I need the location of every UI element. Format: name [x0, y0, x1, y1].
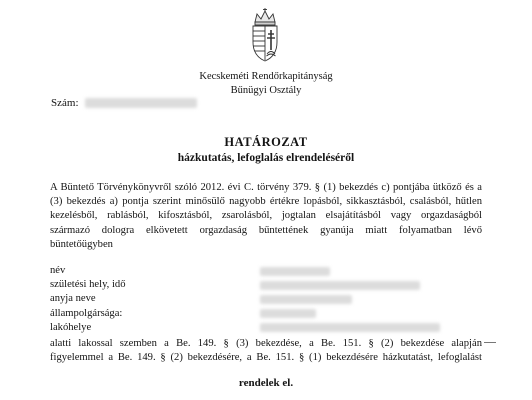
paragraph-line: A Büntető Törvénykönyvről szóló 2012. évi C. törvény 379. § (1) bekezdés c) pontjába ütköző és a	[50, 182, 482, 193]
redacted-value	[260, 281, 420, 290]
field-row	[50, 264, 440, 278]
paragraph-line: kezelésből, rablásból, kifosztásból, zsarolásból, jogtalan elsajátításból vagy orgazdaságból	[50, 210, 482, 222]
department-name: Bűnügyi Osztály	[230, 85, 302, 96]
field-label: lakóhelye	[50, 321, 92, 333]
paragraph-line: figyelemmel a Be. 149. § (2) bekezdésére, a Be. 151. § (1) bekezdésére házkutatást, lefoglalást	[50, 352, 482, 364]
field-row	[50, 307, 440, 321]
intro-paragraph	[50, 181, 482, 252]
document-title: HATÁROZAT	[224, 135, 308, 149]
decision-verdict: rendelek el.	[238, 377, 294, 389]
personal-data-fields	[50, 264, 440, 335]
document-subtitle: házkutatás, lefoglalás elrendeléséről	[177, 152, 355, 164]
paragraph-line: származó dologra elkövetett orgazdaság bűntettének gyanúja miatt folyamatban lévő	[50, 224, 482, 236]
field-label: anyja neve	[50, 293, 96, 305]
authority-name: Kecskeméti Rendőrkapitányság	[199, 71, 333, 82]
redacted-case-number	[85, 98, 197, 108]
field-label: állampolgársága:	[50, 307, 123, 319]
redacted-value	[260, 295, 352, 304]
case-number-label: Szám:	[51, 97, 79, 109]
redacted-value	[260, 267, 330, 276]
redacted-value	[260, 323, 440, 332]
paragraph-line: büntetőügyben	[50, 238, 113, 250]
field-row	[50, 278, 440, 292]
hungarian-coat-of-arms-icon	[236, 6, 294, 64]
redacted-value	[260, 309, 316, 318]
paragraph-line: (3) bekezdés a) pontja szerint minősülő nagyobb értékre lopásból, sikkasztásból, csalásból, hűtlen	[50, 196, 482, 208]
field-row	[50, 321, 440, 335]
case-number	[51, 96, 197, 110]
field-row	[50, 292, 440, 306]
field-label: név	[50, 265, 66, 276]
trailing-dash	[484, 342, 496, 343]
decision-paragraph	[50, 337, 482, 365]
field-label: születési hely, idő	[50, 279, 126, 291]
paragraph-line: alatti lakossal szemben a Be. 149. § (3) bekezdése, a Be. 151. § (2) bekezdése alapján	[50, 338, 482, 349]
